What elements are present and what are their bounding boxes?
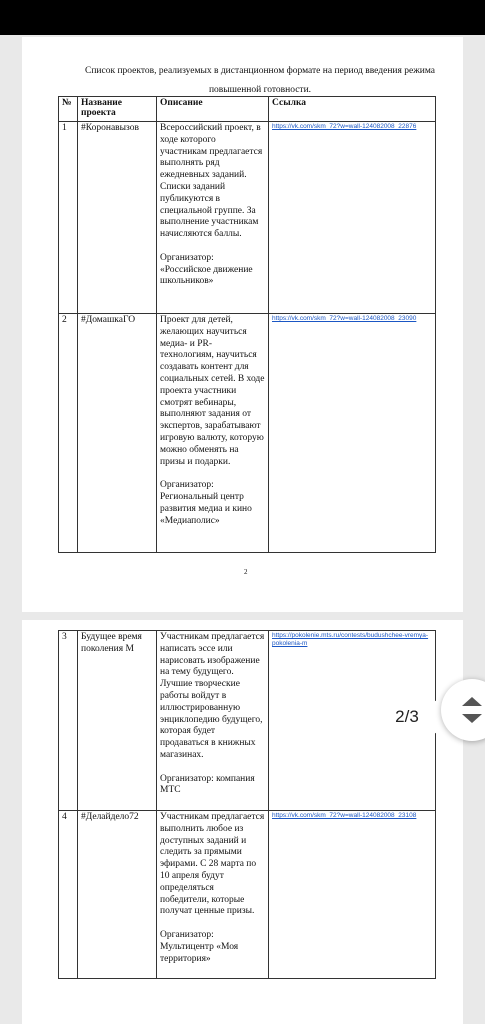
table-row: [59, 811, 436, 979]
description-text: Проект для детей, желающих научиться медиа- и PR-технологиям, научиться создавать контент для социальных сетей. В ходе проекта участники смотрят вебинары, выполняют задания от экспертов, зарабатывают игровую валюту, которую можно обменять на призы и подарки.: [160, 315, 265, 467]
link-cell: [269, 811, 436, 979]
projects-table-page-3: [58, 630, 436, 979]
project-name: #ДомашкаГО: [78, 314, 157, 553]
header-link: Ссылка: [269, 97, 436, 122]
status-bar: [0, 0, 485, 35]
table-row: [59, 122, 436, 314]
table-row: [59, 314, 436, 553]
header-num: №: [59, 97, 78, 122]
link-cell: [269, 314, 436, 553]
up-down-arrows-icon: [458, 695, 485, 725]
header-name: Название проекта: [78, 97, 157, 122]
project-link[interactable]: https://pokolenie.mts.ru/contests/budushchee-vremya-pokolenia-m: [272, 632, 429, 647]
project-name: Будущее время поколения М: [78, 631, 157, 811]
row-num: 3: [59, 631, 78, 811]
page-number: 2: [244, 568, 248, 576]
project-link[interactable]: https://vk.com/skm_72?w=wall-124082008_23108: [272, 812, 417, 819]
header-desc: Описание: [157, 97, 269, 122]
document-title: Список проектов, реализуемых в дистанционном формате на период введения режима повышенной готовности.: [84, 66, 436, 95]
description-text: Участникам предлагается выполнить любое из доступных заданий и следить за прямыми эфирами. С 28 марта по 10 апреля будут определяться победители, которые получат ценные призы.: [160, 812, 265, 917]
page-indicator: 2/3: [374, 700, 440, 734]
link-cell: [269, 122, 436, 314]
row-num: 4: [59, 811, 78, 979]
row-num: 2: [59, 314, 78, 553]
project-name: #Делайдело72: [78, 811, 157, 979]
project-link[interactable]: https://vk.com/skm_72?w=wall-124082008_22876: [272, 123, 417, 130]
project-description: [157, 811, 269, 979]
description-text: Участникам предлагается написать эссе или нарисовать изображение на тему будущего. Лучшие творческие работы войдут в иллюстрированную энциклопедию будущего, которая будет продаваться в книжных магазинах.: [160, 632, 265, 760]
project-description: [157, 122, 269, 314]
organizer-text: Организатор: компания МТС: [160, 773, 255, 796]
organizer-text: Организатор: «Российское движение школьников»: [160, 252, 253, 287]
project-link[interactable]: https://vk.com/skm_72?w=wall-124082008_23090: [272, 315, 417, 322]
organizer-text: Организатор: Мультицентр «Моя территория»: [160, 929, 239, 964]
description-text: Всероссийский проект, в ходе которого участникам предлагается выполнять ряд ежедневных заданий. Списки заданий публикуются в специальной группе. За выполнение участникам начисляются баллы.: [160, 123, 263, 240]
project-description: [157, 631, 269, 811]
organizer-text: Организатор: Региональный центр развития медиа и кино «Медиаполис»: [160, 480, 252, 526]
table-header-row: [59, 97, 436, 122]
projects-table-page-2: [58, 96, 436, 553]
row-num: 1: [59, 122, 78, 314]
project-description: [157, 314, 269, 553]
project-name: #Коронавызов: [78, 122, 157, 314]
